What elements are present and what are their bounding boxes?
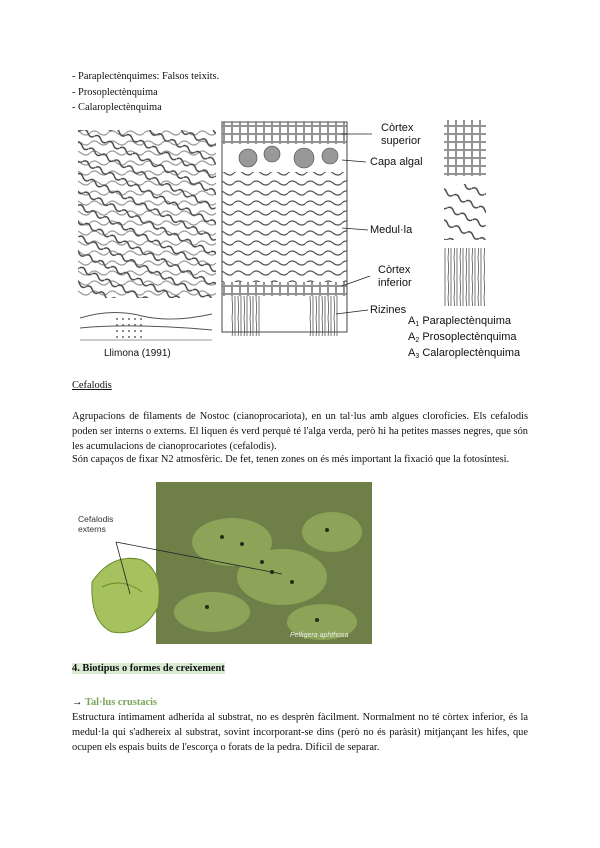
figure-caption: Llimona (1991) [104,348,171,359]
list-item-paraplectenquimes: - Paraplectènquimes: Falsos teixits. [72,71,220,82]
cefalodis-heading: Cefalodis [72,380,112,391]
label-rizines: Rizines [370,304,407,316]
tissue-label-a2: $A_2$ Prosoplectènquima [408,331,517,344]
tallus-crustacis-paragraph: Estructura íntimament adherida al substrat, no es desprèn fàcilment. Normalment no té còrtex inferior, és la medul·la qui s'adhereix al substrat, sovint incorporant-se dins (però no és paràsit) mitjançant les hifes, que ocupen els espais buits de l'escorça o forats de la pedra. Difícil de separar. [72,712,528,753]
list-item-calaroplectenquima: - Calaroplectènquima [72,102,162,113]
photo-label: Cefalodis externs [78,514,114,534]
tallus-crustacis-title: Tal·lus crustacis [85,697,158,708]
cefalodis-paragraph-2: Són capaços de fixar N2 atmosfèric. De fet, tenen zones on és més important la fixació que la fotosíntesi. [72,454,510,465]
lichen-anatomy-figure [72,118,532,368]
peltigera-photo [72,482,372,644]
section-4-heading-text: 4. Biotipus o formes de creixement [72,663,225,674]
arrow-icon: → [72,697,83,708]
photo-credit: Peltigera aphthosa [290,632,349,639]
lichen-photo-illustration [72,482,372,644]
label-medulla: Medul·la [370,224,413,236]
section-4-heading [72,661,225,676]
cefalodis-paragraph-1: Agrupacions de filaments de Nostoc (cianoprocariota), en un tal·lus amb algues clorofícies. Els cefalodis poden ser interns o externs. El liquen és verd perquè té l'alga verda, però hi ha petites masses negres, que són les acumulacions de cianoprocariotes (cefalodis). [72,411,528,452]
list-item-prosoplectenquima: - Prosoplectènquima [72,87,158,98]
tallus-crustacis-subheading [72,695,157,710]
label-cortex-inferior: Còrtex inferior [378,264,412,289]
label-capa-algal: Capa algal [370,156,423,168]
tissue-label-a3: $A_3$ Calaroplectènquima [408,347,521,360]
tissue-label-a1: $A_1$ Paraplectènquima [408,315,511,328]
label-cortex-superior: Còrtex superior [381,122,421,147]
